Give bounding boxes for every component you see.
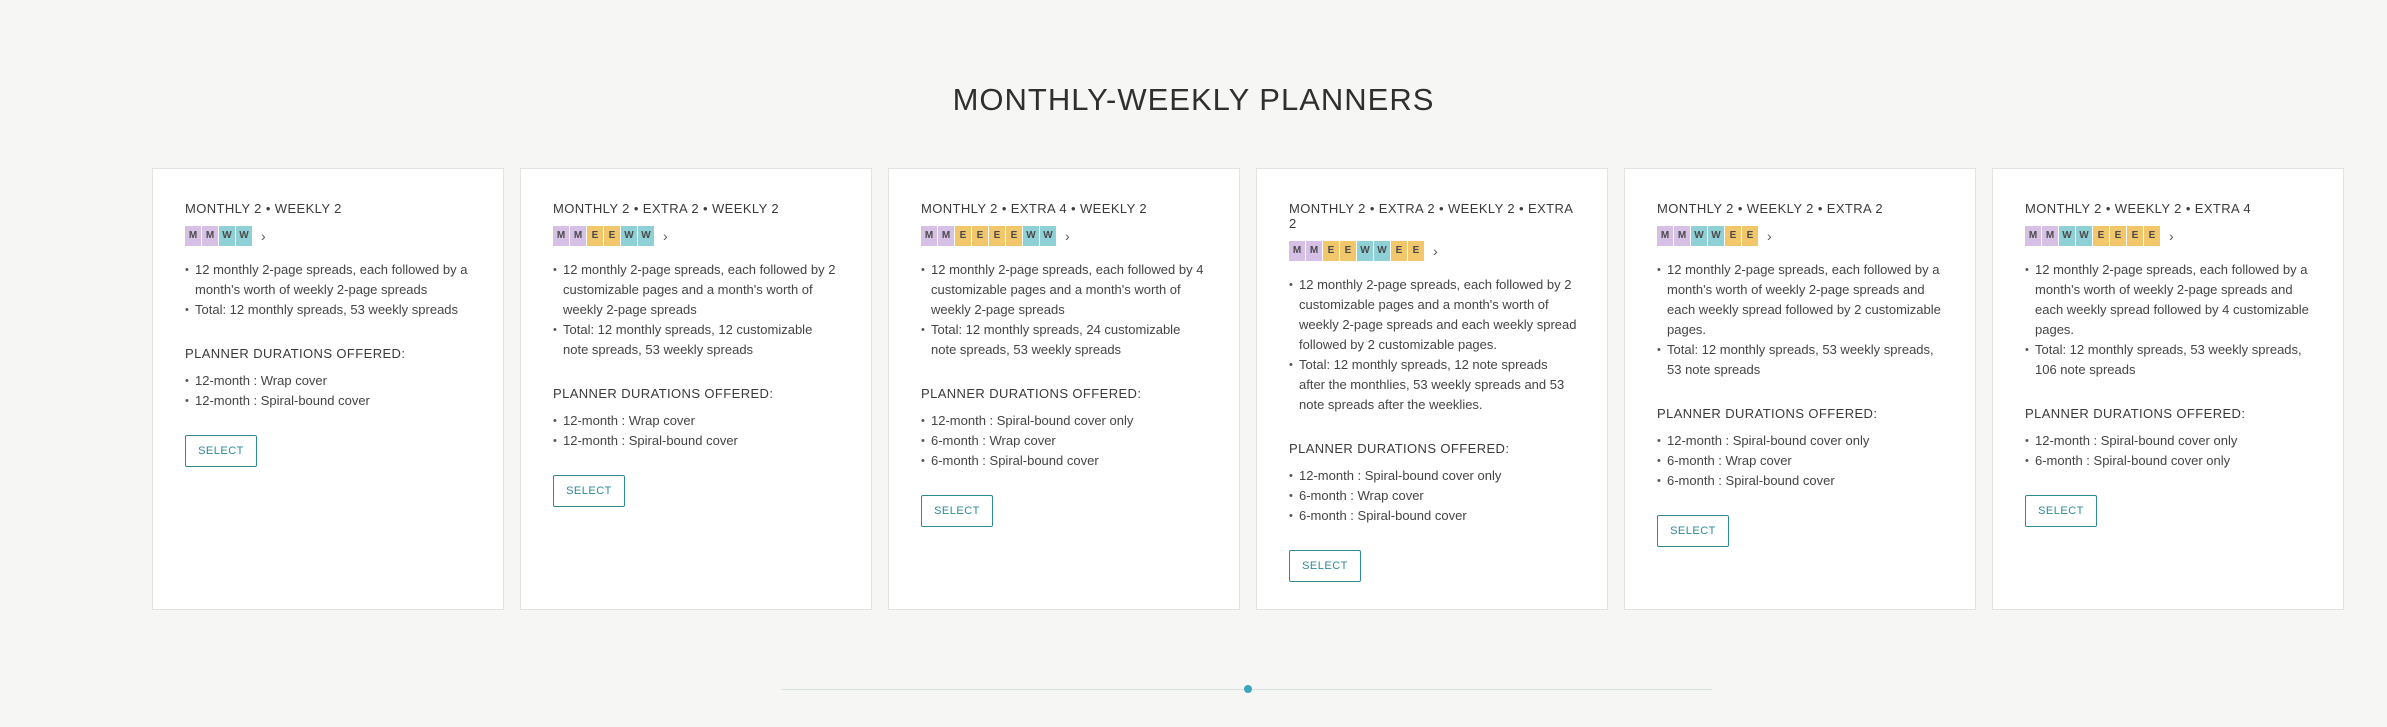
durations-heading: PLANNER DURATIONS OFFERED: <box>1657 406 1878 421</box>
layout-chip: W <box>621 226 637 246</box>
durations-list <box>1657 431 1945 491</box>
layout-chip: E <box>1340 241 1356 261</box>
layout-chip: M <box>2025 226 2041 246</box>
layout-chips[interactable] <box>1289 241 1577 261</box>
duration-item: • 6-month : Wrap cover <box>1289 486 1577 506</box>
duration-item: • 12-month : Spiral-bound cover <box>553 431 841 451</box>
layout-chip: E <box>587 226 603 246</box>
layout-chip: M <box>553 226 569 246</box>
durations-list <box>553 411 841 451</box>
layout-chip: E <box>1323 241 1339 261</box>
layout-chips[interactable] <box>2025 226 2313 246</box>
description-item: • Total: 12 monthly spreads, 53 weekly spreads, 106 note spreads <box>2025 340 2313 380</box>
layout-chip: W <box>1691 226 1707 246</box>
duration-item: • 6-month : Spiral-bound cover only <box>2025 451 2313 471</box>
chevron-right-icon[interactable]: › <box>2169 228 2174 244</box>
layout-chip: E <box>1742 226 1758 246</box>
duration-item: • 12-month : Wrap cover <box>185 371 473 391</box>
description-item: • Total: 12 monthly spreads, 24 customizable note spreads, 53 weekly spreads <box>921 320 1209 360</box>
layout-chip: E <box>604 226 620 246</box>
layout-chip: E <box>1725 226 1741 246</box>
select-button[interactable]: SELECT <box>553 475 625 507</box>
layout-chip: W <box>1357 241 1373 261</box>
layout-chip: W <box>638 226 654 246</box>
durations-list <box>1289 466 1577 526</box>
planner-card <box>152 168 504 610</box>
planner-card <box>1624 168 1976 610</box>
durations-list <box>185 371 473 411</box>
layout-chip: W <box>1040 226 1056 246</box>
description-item: • Total: 12 monthly spreads, 53 weekly spreads, 53 note spreads <box>1657 340 1945 380</box>
duration-item: • 6-month : Spiral-bound cover <box>1289 506 1577 526</box>
layout-chip: W <box>1374 241 1390 261</box>
carousel-dot[interactable] <box>1244 685 1252 693</box>
durations-heading: PLANNER DURATIONS OFFERED: <box>2025 406 2246 421</box>
layout-chip: E <box>2093 226 2109 246</box>
duration-item: • 12-month : Wrap cover <box>553 411 841 431</box>
layout-chip: E <box>2110 226 2126 246</box>
layout-chip: M <box>185 226 201 246</box>
layout-chip: M <box>2042 226 2058 246</box>
layout-chip: E <box>972 226 988 246</box>
layout-chip: M <box>938 226 954 246</box>
card-title: MONTHLY 2 • EXTRA 2 • WEEKLY 2 <box>553 201 780 216</box>
chevron-right-icon[interactable]: › <box>1433 243 1438 259</box>
duration-item: • 6-month : Spiral-bound cover <box>1657 471 1945 491</box>
card-title: MONTHLY 2 • WEEKLY 2 <box>185 201 342 216</box>
layout-chip: W <box>2059 226 2075 246</box>
description-item: • 12 monthly 2-page spreads, each followed by a month's worth of weekly 2-page spreads and each weekly spread followed by 2 customizable pages. <box>1657 260 1945 340</box>
card-description <box>2025 260 2313 380</box>
layout-chip: E <box>1391 241 1407 261</box>
section-title: MONTHLY-WEEKLY PLANNERS <box>952 82 1435 117</box>
select-button[interactable]: SELECT <box>1657 515 1729 547</box>
layout-chip: E <box>2127 226 2143 246</box>
layout-chip: M <box>202 226 218 246</box>
description-item: • 12 monthly 2-page spreads, each followed by a month's worth of weekly 2-page spreads and each weekly spread followed by 4 customizable pages. <box>2025 260 2313 340</box>
layout-chip: M <box>1289 241 1305 261</box>
layout-chip: M <box>1674 226 1690 246</box>
chevron-right-icon[interactable]: › <box>663 228 668 244</box>
card-description <box>921 260 1209 360</box>
planner-card <box>1992 168 2344 610</box>
description-item: • Total: 12 monthly spreads, 12 customizable note spreads, 53 weekly spreads <box>553 320 841 360</box>
description-item: • 12 monthly 2-page spreads, each followed by 2 customizable pages and a month's worth of weekly 2-page spreads <box>553 260 841 320</box>
layout-chip: E <box>1408 241 1424 261</box>
card-title: MONTHLY 2 • WEEKLY 2 • EXTRA 4 <box>2025 201 2252 216</box>
layout-chip: W <box>236 226 252 246</box>
duration-item: • 12-month : Spiral-bound cover only <box>1289 466 1577 486</box>
card-title: MONTHLY 2 • EXTRA 4 • WEEKLY 2 <box>921 201 1148 216</box>
layout-chip: M <box>921 226 937 246</box>
layout-chip: M <box>1306 241 1322 261</box>
durations-list <box>2025 431 2313 471</box>
duration-item: • 12-month : Spiral-bound cover <box>185 391 473 411</box>
chevron-right-icon[interactable]: › <box>1767 228 1772 244</box>
durations-list <box>921 411 1209 471</box>
select-button[interactable]: SELECT <box>185 435 257 467</box>
duration-item: • 6-month : Spiral-bound cover <box>921 451 1209 471</box>
card-description <box>553 260 841 360</box>
layout-chips[interactable] <box>921 226 1209 246</box>
layout-chips[interactable] <box>553 226 841 246</box>
layout-chip: W <box>2076 226 2092 246</box>
card-title: MONTHLY 2 • EXTRA 2 • WEEKLY 2 • EXTRA 2 <box>1289 201 1573 231</box>
card-description <box>1289 275 1577 415</box>
description-item: • Total: 12 monthly spreads, 12 note spreads after the monthlies, 53 weekly spreads and 53 note spreads after the weeklies. <box>1289 355 1577 415</box>
card-description <box>1657 260 1945 380</box>
chevron-right-icon[interactable]: › <box>1065 228 1070 244</box>
layout-chip: E <box>989 226 1005 246</box>
duration-item: • 6-month : Wrap cover <box>921 431 1209 451</box>
durations-heading: PLANNER DURATIONS OFFERED: <box>553 386 774 401</box>
layout-chip: W <box>1708 226 1724 246</box>
layout-chip: M <box>570 226 586 246</box>
layout-chip: W <box>1023 226 1039 246</box>
durations-heading: PLANNER DURATIONS OFFERED: <box>1289 441 1510 456</box>
select-button[interactable]: SELECT <box>2025 495 2097 527</box>
duration-item: • 12-month : Spiral-bound cover only <box>921 411 1209 431</box>
duration-item: • 12-month : Spiral-bound cover only <box>2025 431 2313 451</box>
duration-item: • 12-month : Spiral-bound cover only <box>1657 431 1945 451</box>
planner-card <box>520 168 872 610</box>
durations-heading: PLANNER DURATIONS OFFERED: <box>921 386 1142 401</box>
layout-chips[interactable] <box>1657 226 1945 246</box>
layout-chip: W <box>219 226 235 246</box>
layout-chip: E <box>2144 226 2160 246</box>
planner-cards <box>152 168 2344 610</box>
description-item: • 12 monthly 2-page spreads, each followed by 2 customizable pages and a month's worth of weekly 2-page spreads and each weekly spread followed by 2 customizable pages. <box>1289 275 1577 355</box>
durations-heading: PLANNER DURATIONS OFFERED: <box>185 346 406 361</box>
chevron-right-icon[interactable]: › <box>261 228 266 244</box>
description-item: • Total: 12 monthly spreads, 53 weekly spreads <box>185 300 473 320</box>
planner-card <box>888 168 1240 610</box>
select-button[interactable]: SELECT <box>921 495 993 527</box>
description-item: • 12 monthly 2-page spreads, each followed by a month's worth of weekly 2-page spreads <box>185 260 473 300</box>
select-button[interactable]: SELECT <box>1289 550 1361 582</box>
planner-card <box>1256 168 1608 610</box>
duration-item: • 6-month : Wrap cover <box>1657 451 1945 471</box>
card-description <box>185 260 473 320</box>
card-title: MONTHLY 2 • WEEKLY 2 • EXTRA 2 <box>1657 201 1884 216</box>
layout-chip: M <box>1657 226 1673 246</box>
layout-chip: E <box>955 226 971 246</box>
layout-chip: E <box>1006 226 1022 246</box>
layout-chips[interactable] <box>185 226 473 246</box>
description-item: • 12 monthly 2-page spreads, each followed by 4 customizable pages and a month's worth of weekly 2-page spreads <box>921 260 1209 320</box>
